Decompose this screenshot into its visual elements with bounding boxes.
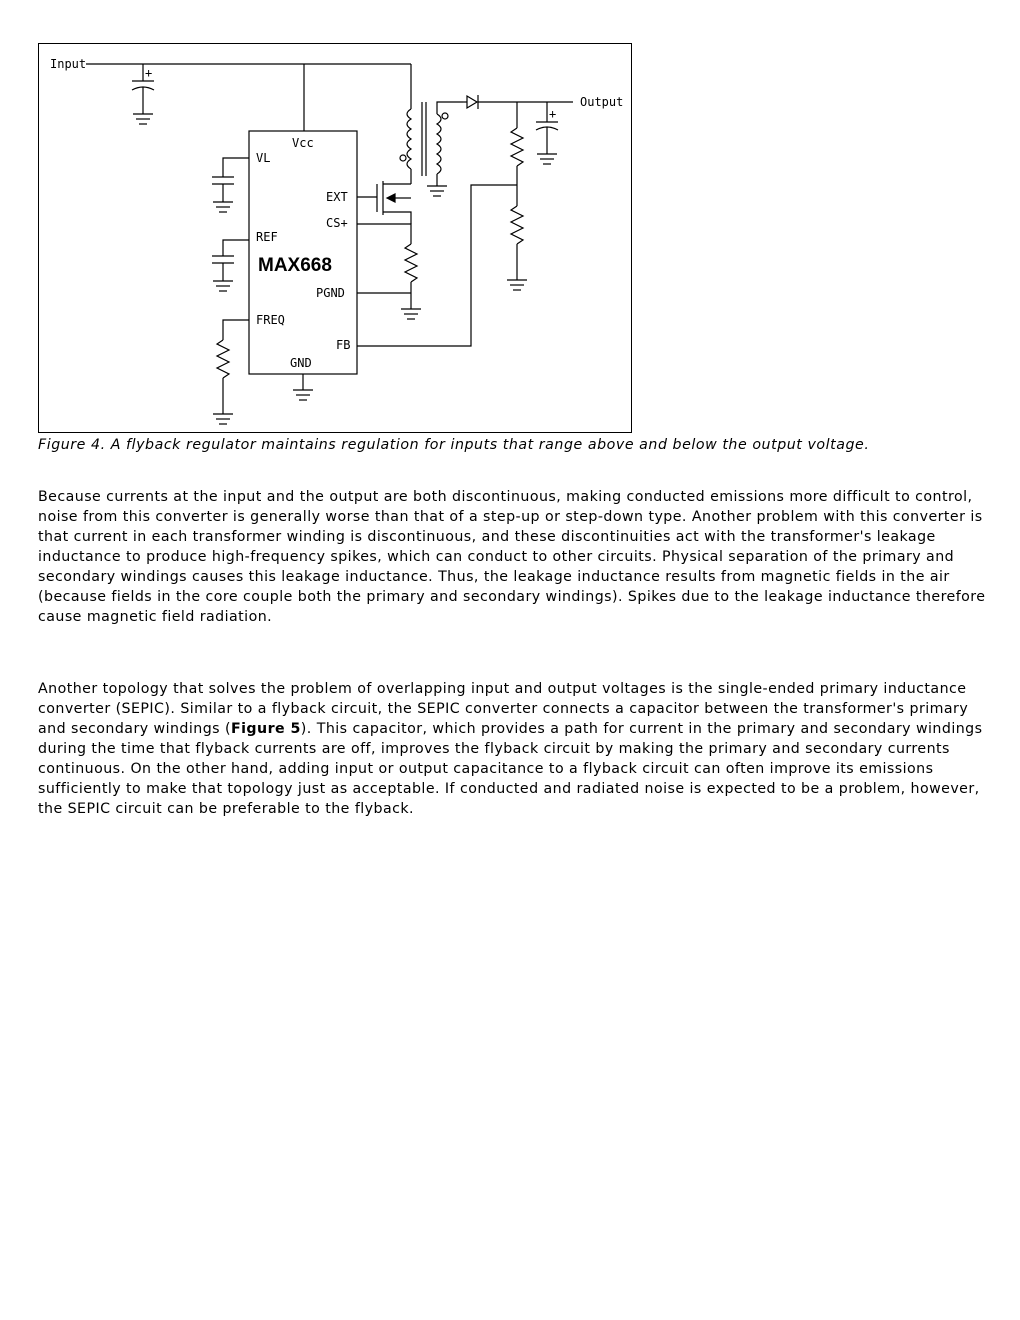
pin-pgnd: PGND <box>316 286 345 300</box>
output-cap-plus: + <box>549 107 557 121</box>
flyback-circuit-diagram <box>39 44 633 434</box>
figure-caption: Figure 4. A flyback regulator maintains regulation for inputs that range above and below the output voltage. <box>38 437 870 453</box>
paragraph-2 <box>38 679 998 819</box>
paragraph-2-part-2: ). This capacitor, which provides a path for current in the primary and secondary windings during the time that flyback currents are off, improves the flyback circuit by making the primary and secondary currents continuous. On the other hand, adding input or output capacitance to a flyback circuit can often improve its emissions sufficiently to make that topology just as acceptable. If conducted and radiated noise is expected to be a problem, however, the SEPIC circuit can be preferable to the flyback. <box>38 721 983 817</box>
output-label: Output <box>580 95 624 109</box>
figure-5-link[interactable]: Figure 5 <box>230 721 301 737</box>
pin-ext: EXT <box>326 190 348 204</box>
pin-freq: FREQ <box>256 313 285 327</box>
paragraph-1: Because currents at the input and the output are both discontinuous, making conducted emissions more difficult to control, noise from this converter is generally worse than that of a step-up or step-down type. Another problem with this converter is that current in each transformer winding is discontinuous, and these discontinuities act with the transformer's leakage inductance to produce high-frequency spikes, which can conduct to other circuits. Physical separation of the primary and secondary windings causes this leakage inductance. Thus, the leakage inductance results from magnetic fields in the air (because fields in the core couple both the primary and secondary windings). Spikes due to the leakage inductance therefore cause magnetic field radiation. <box>38 489 986 625</box>
input-cap-plus: + <box>145 66 153 80</box>
chip-title: MAX668 <box>258 255 332 276</box>
paragraph-2-part-1: Another topology that solves the problem of overlapping input and output voltages is the single-ended primary inductance converter (SEPIC). Similar to a flyback circuit, the SEPIC converter connects a capacitor between the transformer's primary and secondary windings ( <box>38 681 969 737</box>
figure-4-schematic <box>38 43 632 433</box>
pin-cs: CS+ <box>326 216 348 230</box>
pin-gnd: GND <box>290 356 312 370</box>
pin-ref: REF <box>256 230 278 244</box>
pin-fb: FB <box>336 338 351 352</box>
input-label: Input <box>50 57 87 71</box>
pin-vl: VL <box>256 151 271 165</box>
pin-vcc: Vcc <box>292 136 314 150</box>
